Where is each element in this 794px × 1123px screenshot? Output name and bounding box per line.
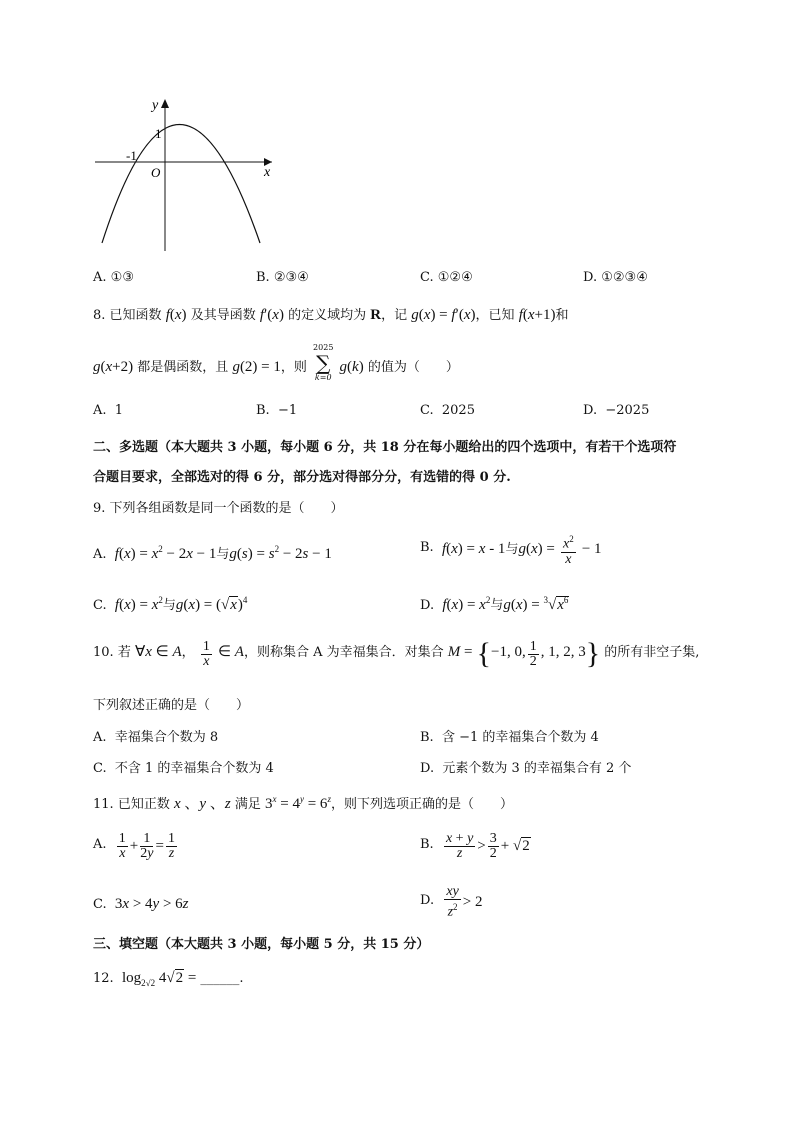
q9-stem: 9. 下列各组函数是同一个函数的是（ ） — [93, 501, 344, 516]
q10-option-b[interactable]: B. 含 −1 的幸福集合个数为 4 — [420, 730, 599, 745]
q11-option-c[interactable]: C. 3x > 4y > 6z — [93, 896, 189, 912]
parabola-graph — [90, 95, 290, 255]
section2-heading-line2: 合题目要求，全部选对的得 6 分，部分选对得部分分，有选错的得 0 分. — [93, 470, 511, 485]
y-axis-arrow — [161, 99, 169, 108]
q11-option-b[interactable]: B. $\frac{x + y}{z}$ > $\frac{3}{2}$ + √2 — [420, 831, 530, 861]
q10-line2: 下列叙述正确的是（ ） — [93, 698, 250, 713]
y-tick-one: 1 — [155, 126, 162, 141]
q9-option-d[interactable]: D. $f(x) = x^2$与$g(x) = ^3√x^6$ — [420, 595, 569, 613]
q8-option-a[interactable]: A. 1 — [93, 403, 124, 418]
q10-option-c[interactable]: C. 不含 1 的幸福集合个数为 4 — [93, 761, 274, 776]
q10-line1: 10. 若 ∀x ∈ A， $\frac{1}{x}$ ∈ A，则称集合 A 为幸福集合．对集合 M = {−1, 0, $\frac{1}{2}$ , 1, 2, 3} 的所有非空子集, — [93, 637, 700, 670]
q8-option-b[interactable]: B. −1 — [256, 403, 298, 418]
q11-option-d[interactable]: D. $\frac{xy}{z^2}$ > 2 — [420, 884, 483, 920]
q8-option-c[interactable]: C. 2025 — [420, 403, 475, 418]
x-label: x — [264, 165, 271, 180]
q10-option-a[interactable]: A. 幸福集合个数为 8 — [93, 730, 219, 745]
q7-option-c[interactable]: C. ①②④ — [420, 270, 473, 285]
q8-line1: 8. 已知函数 f(x) 及其导函数 f′(x) 的定义域均为 R，记 g(x) = f′(x)，已知 f(x+1)和 — [93, 307, 569, 323]
q8-option-d[interactable]: D. −2025 — [583, 403, 650, 418]
sum-symbol: 2025 ∑ k=0 — [313, 343, 334, 382]
q12-line: 12. $\log_{2√2} 4√2$ = ______. — [93, 970, 244, 988]
y-label: y — [152, 98, 159, 113]
q10-option-d[interactable]: D. 元素个数为 3 的幸福集合有 2 个 — [420, 761, 632, 776]
q11-option-a[interactable]: A. $\frac{1}{x}$ + $\frac{1}{2y}$ = $\frac{1}{z}$ — [93, 831, 175, 861]
q9-option-c[interactable]: C. $f(x) = x^2$与$g(x) = (√x)^4$ — [93, 595, 248, 613]
x-tick-neg-one: -1 — [126, 148, 137, 163]
q7-option-a[interactable]: A. ①③ — [93, 270, 134, 285]
q9-option-a[interactable]: A. $f(x) = x^2 - 2x - 1$与$g(s) = s^2 - 2s - 1$ — [93, 544, 332, 562]
origin-label: O — [151, 165, 161, 180]
q8-line2: g(x+2) 都是偶函数，且 g(2) = 1，则 2025 ∑ k=0 g(k) 的值为（ ） — [93, 343, 459, 382]
q9-option-b[interactable]: B. f(x) = x - 1与g(x) = $\frac{x^2}{x}$ − 1 — [420, 534, 602, 567]
section3-heading: 三、填空题（本大题共 3 小题，每小题 5 分，共 15 分） — [93, 937, 430, 952]
q12-answer-blank[interactable]: ______. — [200, 971, 244, 986]
q7-option-b[interactable]: B. ②③④ — [256, 270, 309, 285]
q11-stem: 11. 已知正数 x 、y 、z 满足 $3^x = 4^y = 6^z$，则下列选项正确的是（ ） — [93, 794, 513, 812]
section2-heading-line1: 二、多选题（本大题共 3 小题，每小题 6 分，共 18 分在每小题给出的四个选项中，有若干个选项符 — [93, 440, 677, 455]
q7-option-d[interactable]: D. ①②③④ — [583, 270, 648, 285]
parabola-curve — [102, 125, 260, 244]
